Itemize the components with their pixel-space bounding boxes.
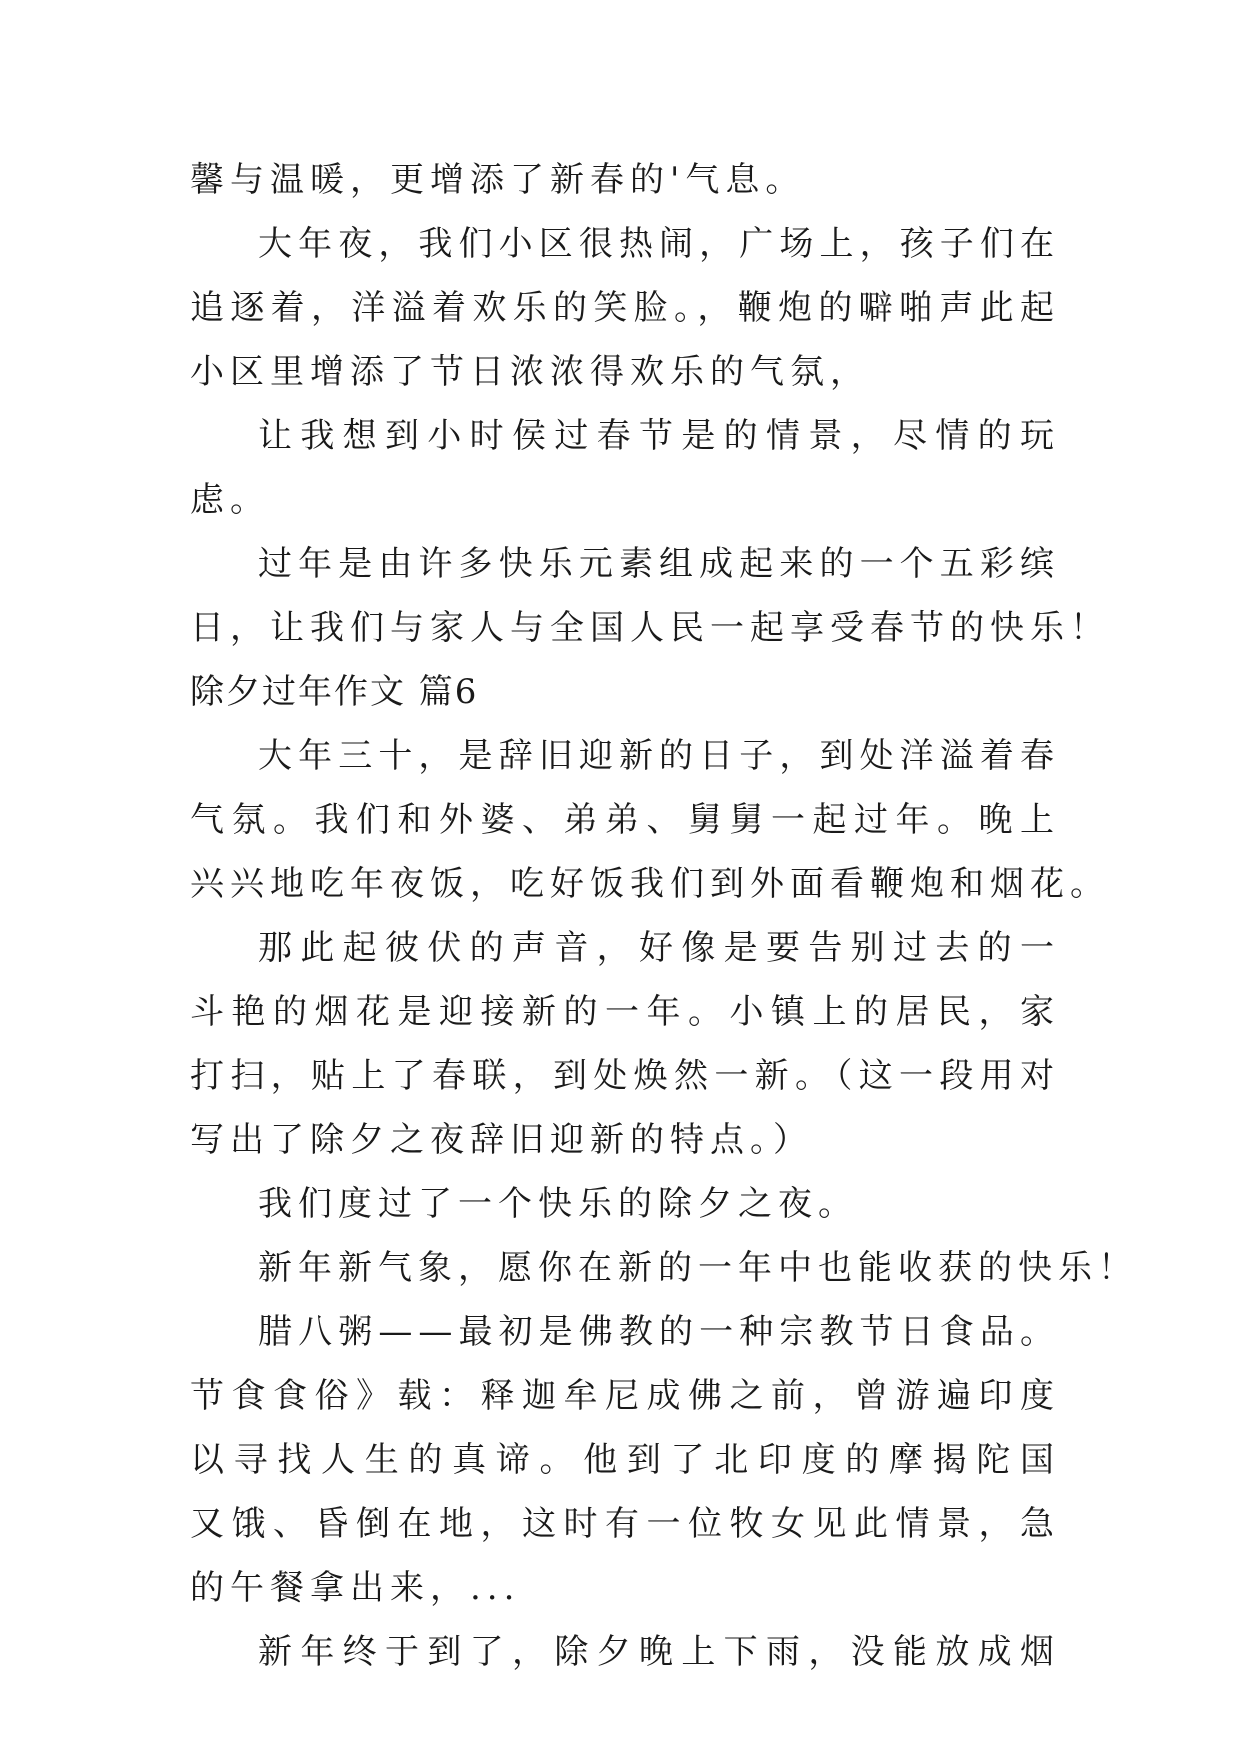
text-line: 那此起彼伏的声音，好像是要告别过去的一 [258, 928, 1060, 968]
text-line: 斗艳的烟花是迎接新的一年。小镇上的居民，家 [190, 992, 1060, 1032]
text-line: 的午餐拿出来，... [190, 1568, 521, 1608]
text-line: 又饿、昏倒在地，这时有一位牧女见此情景，急 [190, 1504, 1060, 1544]
text-line: 以寻找人生的真谛。他到了北印度的摩揭陀国 [190, 1440, 1060, 1480]
text-line: 追逐着，洋溢着欢乐的笑脸。，鞭炮的噼啪声此起 [190, 288, 1060, 328]
text-line: 我们度过了一个快乐的除夕之夜。 [258, 1184, 858, 1224]
text-line: 大年三十，是辞旧迎新的日子，到处洋溢着春 [258, 736, 1060, 776]
text-line: 日，让我们与家人与全国人民一起享受春节的快乐！ [190, 608, 1110, 648]
text-line: 打扫，贴上了春联，到处焕然一新。（这一段用对 [190, 1056, 1060, 1096]
text-line: 小区里增添了节日浓浓得欢乐的气氛， [190, 352, 870, 392]
text-line: 新年新气象，愿你在新的一年中也能收获的快乐！ [258, 1248, 1138, 1288]
text-line: 气氛。我们和外婆、弟弟、舅舅一起过年。晚上 [190, 800, 1060, 840]
text-line: 大年夜，我们小区很热闹，广场上，孩子们在 [258, 224, 1060, 264]
section-heading: 除夕过年作文 篇6 [190, 672, 479, 712]
text-line: 新年终于到了，除夕晚上下雨，没能放成烟 [258, 1632, 1060, 1672]
text-line: 兴兴地吃年夜饭，吃好饭我们到外面看鞭炮和烟花。 [190, 864, 1110, 904]
text-line: 虑。 [190, 480, 270, 520]
text-line: 让我想到小时侯过春节是的情景，尽情的玩 [258, 416, 1060, 456]
text-line: 过年是由许多快乐元素组成起来的一个五彩缤 [258, 544, 1060, 584]
text-line: 写出了除夕之夜辞旧迎新的特点。） [190, 1120, 813, 1160]
text-line: 馨与温暖，更增添了新春的'气息。 [190, 160, 806, 200]
text-line: 腊八粥——最初是佛教的一种宗教节日食品。 [258, 1312, 1060, 1352]
text-line: 节食食俗》载：释迦牟尼成佛之前，曾游遍印度 [190, 1376, 1060, 1416]
document-page [190, 150, 1138, 1686]
